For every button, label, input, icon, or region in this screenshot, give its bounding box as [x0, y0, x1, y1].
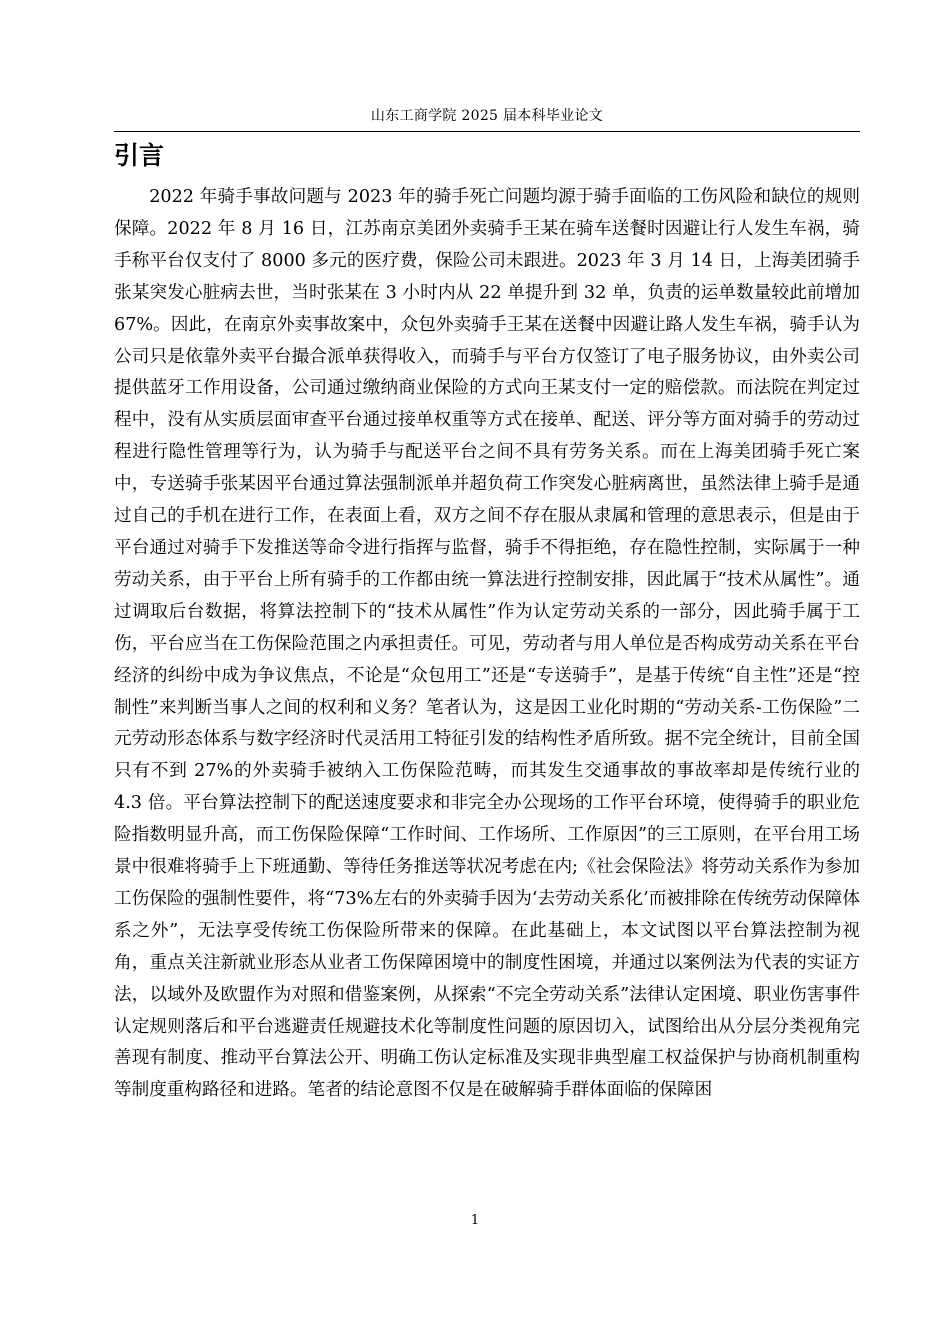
page-number: 1 [470, 1213, 480, 1228]
section-title: 引言 [114, 141, 165, 170]
body-paragraph: 2022 年骑手事故问题与 2023 年的骑手死亡问题均源于骑手面临的工伤风险和缺位的规则保障。2022 年 8 月 16 日，江苏南京美团外卖骑手王某在骑车送餐时因避让行人发生车祸，骑手称平台仅支付了 8000 多元的医疗费，保险公司未跟进。2023 年 3 月 14 日，上海美团骑手张某突发心脏病去世，当时张某在 3 小时内从 22 单提升到 32 单，负责的运单数量较此前增加 67%。因此，在南京外卖事故案中，众包外卖骑手王某在送餐中因避让路人发生车祸，骑手认为公司只是依靠外卖平台撮合派单获得收入，而骑手与平台方仅签订了电子服务协议，由外卖公司提供蓝牙工作用设备，公司通过缴纳商业保险的方式向王某支付一定的赔偿款。而法院在判定过程中，没有从实质层面审查平台通过接单权重等方式在接单、配送、评分等方面对骑手的劳动过程进行隐性管理等行为，认为骑手与配送平台之间不具有劳务关系。而在上海美团骑手死亡案中，专送骑手张某因平台通过算法强制派单并超负荷工作突发心脏病离世，虽然法律上骑手是通过自己的手机在进行工作，在表面上看，双方之间不存在服从隶属和管理的意思表示，但是由于平台通过对骑手下发推送等命令进行指挥与监督，骑手不得拒绝，存在隐性控制，实际属于一种劳动关系，由于平台上所有骑手的工作都由统一算法进行控制安排，因此属于“技术从属性”。通过调取后台数据，将算法控制下的“技术从属性”作为认定劳动关系的一部分，因此骑手属于工伤，平台应当在工伤保险范围之内承担责任。可见，劳动者与用人单位是否构成劳动关系在平台经济的纠纷中成为争议焦点，不论是“众包用工”还是“专送骑手”，是基于传统“自主性”还是“控制性”来判断当事人之间的权利和义务？笔者认为，这是因工业化时期的“劳动关系-工伤保险”二元劳动形态体系与数字经济时代灵活用工特征引发的结构性矛盾所致。据不完全统计，目前全国只有不到 27%的外卖骑手被纳入工伤保险范畴，而其发生交通事故的事故率却是传统行业的 4.3 倍。平台算法控制下的配送速度要求和非完全办公现场的工作平台环境，使得骑手的职业危险指数明显升高，而工伤保险保障“工作时间、工作场所、工作原因”的三工原则，在平台用工场景中很难将骑手上下班通勤、等待任务推送等状况考虑在内;《社会保险法》将劳动关系作为参加工伤保险的强制性要件，将“73%左右的外卖骑手因为‘去劳动关系化’而被排除在传统劳动保障体系之外”，无法享受传统工伤保险所带来的保障。在此基础上，本文试图以平台算法控制为视角，重点关注新就业形态从业者工伤保障困境中的制度性困境，并通过以案例法为代表的实证方法，以域外及欧盟作为对照和借鉴案例，从探索“不完全劳动关系”法律认定困境、职业伤害事件认定规则落后和平台逃避责任规避技术化等制度性问题的原因切入，试图给出从分层分类视角完善现有制度、推动平台算法公开、明确工伤认定标准及实现非典型雇工权益保护与协商机制重构等制度重构路径和进路。笔者的结论意图不仅是在破解骑手群体面临的保障困 [114, 187, 860, 1101]
header-rule [114, 131, 860, 132]
running-header: 山东工商学院 2025 届本科毕业论文 [370, 108, 604, 124]
